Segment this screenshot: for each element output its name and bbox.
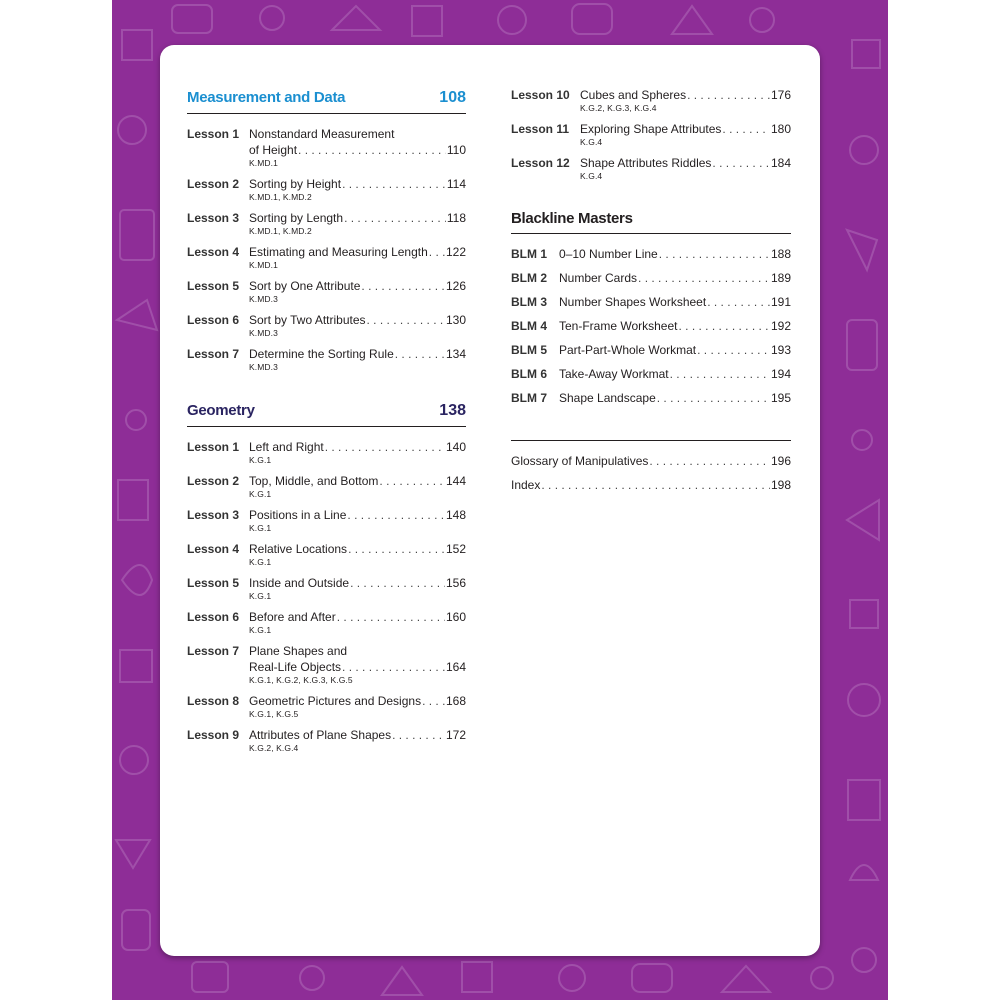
lesson-standards: K.MD.1, K.MD.2 [249, 192, 312, 202]
lesson-page: 144 [445, 474, 466, 488]
section-page: 138 [439, 402, 466, 419]
lesson-standards: K.MD.1, K.MD.2 [249, 226, 312, 236]
toc-entry[interactable] [511, 121, 791, 148]
toc-entry[interactable] [187, 210, 466, 237]
lesson-title: Shape Attributes Riddles [580, 156, 712, 170]
lesson-page: 168 [445, 694, 466, 708]
lesson-label: Lesson 12 [511, 156, 570, 170]
toc-entry[interactable] [511, 270, 791, 286]
lesson-page: 164 [445, 660, 466, 674]
section-title: Measurement and Data [187, 89, 346, 106]
lesson-title: Inside and Outside [249, 576, 350, 590]
blm-label: BLM 2 [511, 271, 547, 285]
lesson-standards: K.G.1 [249, 625, 272, 635]
toc-entry[interactable] [187, 609, 466, 636]
lesson-title: Sorting by Height [249, 177, 342, 191]
lesson-title: Real-Life Objects [249, 660, 342, 674]
lesson-standards: K.G.1 [249, 489, 272, 499]
toc-entry[interactable] [511, 477, 791, 493]
blm-title: Part-Part-Whole Workmat [559, 343, 697, 357]
back-matter-title: Index [511, 478, 541, 492]
lesson-label: Lesson 2 [187, 474, 240, 488]
lesson-label: Lesson 5 [187, 279, 240, 293]
lesson-page: 114 [446, 177, 466, 191]
toc-entry[interactable] [511, 318, 791, 334]
toc-entry[interactable] [511, 87, 791, 114]
lesson-label: Lesson 11 [511, 122, 570, 136]
lesson-label: Lesson 6 [187, 610, 240, 624]
toc-entry[interactable] [187, 176, 466, 203]
lesson-title: Sort by One Attribute [249, 279, 361, 293]
lesson-title: Left and Right [249, 440, 324, 454]
lesson-title: Sorting by Length [249, 211, 344, 225]
lesson-page: 148 [445, 508, 466, 522]
lesson-page: 110 [446, 143, 466, 157]
lesson-standards: K.MD.1 [249, 158, 278, 168]
blm-title: 0–10 Number Line [559, 247, 658, 261]
blm-page: 188 [770, 247, 791, 261]
left-column [187, 89, 466, 761]
section-heading-measurement [187, 89, 466, 114]
toc-entry[interactable] [511, 294, 791, 310]
lesson-title: of Height [249, 143, 298, 157]
blm-label: BLM 5 [511, 343, 547, 357]
lesson-standards: K.G.4 [580, 137, 603, 147]
lesson-label: Lesson 1 [187, 127, 240, 141]
lesson-page: 152 [445, 542, 466, 556]
lesson-label: Lesson 6 [187, 313, 240, 327]
lesson-standards: K.G.1 [249, 591, 272, 601]
lesson-page: 176 [770, 88, 791, 102]
lesson-page: 180 [770, 122, 791, 136]
blm-page: 194 [770, 367, 791, 381]
blm-page: 191 [770, 295, 791, 309]
lesson-title: Relative Locations [249, 542, 348, 556]
lesson-standards: K.MD.1 [249, 260, 278, 270]
lesson-page: 126 [445, 279, 466, 293]
lesson-page: 134 [445, 347, 466, 361]
back-matter [511, 440, 791, 493]
toc-entry[interactable] [187, 244, 466, 271]
toc-entry[interactable] [187, 346, 466, 373]
lesson-label: Lesson 4 [187, 245, 240, 259]
toc-entry[interactable] [511, 366, 791, 382]
toc-entry[interactable] [511, 155, 791, 182]
toc-entry[interactable] [187, 575, 466, 602]
lesson-label: Lesson 7 [187, 644, 240, 658]
lesson-title: Top, Middle, and Bottom [249, 474, 379, 488]
lesson-title: Exploring Shape Attributes [580, 122, 722, 136]
lesson-label: Lesson 9 [187, 728, 240, 742]
toc-entry[interactable] [511, 342, 791, 358]
blm-page: 189 [770, 271, 791, 285]
lesson-standards: K.G.1, K.G.5 [249, 709, 299, 719]
section-heading-geometry [187, 402, 466, 427]
section-page: 108 [439, 89, 466, 106]
lesson-title: Determine the Sorting Rule [249, 347, 394, 361]
section-title: Geometry [187, 402, 255, 419]
toc-entry[interactable] [511, 390, 791, 406]
lesson-page: 160 [445, 610, 466, 624]
section-title: Blackline Masters [511, 210, 633, 227]
lesson-standards: K.G.1, K.G.2, K.G.3, K.G.5 [249, 675, 353, 685]
section-heading-blackline-masters [511, 210, 791, 234]
back-matter-title: Glossary of Manipulatives [511, 454, 649, 468]
toc-entry[interactable] [187, 693, 466, 720]
lesson-standards: K.G.1 [249, 523, 272, 533]
lesson-title: Geometric Pictures and Designs [249, 694, 422, 708]
lesson-label: Lesson 5 [187, 576, 240, 590]
lesson-standards: K.G.4 [580, 171, 603, 181]
right-column [511, 87, 791, 501]
lesson-title: Sort by Two Attributes [249, 313, 366, 327]
lesson-standards: K.G.1 [249, 455, 272, 465]
lesson-page: 122 [445, 245, 466, 259]
back-matter-page: 196 [770, 454, 791, 468]
lesson-title-line: Plane Shapes and [249, 644, 348, 658]
lesson-page: 130 [445, 313, 466, 327]
lesson-label: Lesson 8 [187, 694, 240, 708]
lesson-page: 156 [445, 576, 466, 590]
blm-title: Number Shapes Worksheet [559, 295, 707, 309]
lesson-title: Cubes and Spheres [580, 88, 687, 102]
table-of-contents-card [160, 45, 820, 956]
blm-label: BLM 6 [511, 367, 547, 381]
toc-entry[interactable] [187, 541, 466, 568]
toc-entry[interactable] [187, 312, 466, 339]
lesson-page: 184 [770, 156, 791, 170]
toc-entry[interactable] [187, 278, 466, 305]
lesson-standards: K.MD.3 [249, 294, 278, 304]
blm-title: Shape Landscape [559, 391, 656, 405]
back-matter-page: 198 [770, 478, 791, 492]
lesson-label: Lesson 7 [187, 347, 240, 361]
toc-entry[interactable] [187, 727, 466, 754]
lesson-label: Lesson 10 [511, 88, 570, 102]
lesson-standards: K.G.1 [249, 557, 272, 567]
lesson-standards: K.G.2, K.G.3, K.G.4 [580, 103, 657, 113]
blm-label: BLM 4 [511, 319, 547, 333]
lesson-label: Lesson 1 [187, 440, 240, 454]
blm-page: 193 [770, 343, 791, 357]
lesson-label: Lesson 4 [187, 542, 240, 556]
lesson-standards: K.G.2, K.G.4 [249, 743, 299, 753]
lesson-title: Estimating and Measuring Length [249, 245, 428, 259]
lesson-label: Lesson 3 [187, 508, 240, 522]
toc-entry[interactable] [187, 643, 466, 686]
lesson-label: Lesson 3 [187, 211, 240, 225]
toc-entry[interactable] [187, 473, 466, 500]
blm-title: Number Cards [559, 271, 638, 285]
lesson-label: Lesson 2 [187, 177, 240, 191]
blm-page: 195 [770, 391, 791, 405]
lesson-title-line: Nonstandard Measurement [249, 127, 395, 141]
toc-entry[interactable] [511, 453, 791, 469]
lesson-page: 118 [446, 211, 466, 225]
lesson-title: Before and After [249, 610, 336, 624]
lesson-page: 172 [445, 728, 466, 742]
blm-label: BLM 3 [511, 295, 547, 309]
toc-entry[interactable] [511, 246, 791, 262]
toc-entry[interactable] [187, 507, 466, 534]
lesson-standards: K.MD.3 [249, 328, 278, 338]
lesson-page: 140 [445, 440, 466, 454]
lesson-title: Positions in a Line [249, 508, 347, 522]
blm-title: Ten-Frame Worksheet [559, 319, 678, 333]
blm-title: Take-Away Workmat [559, 367, 669, 381]
lesson-title: Attributes of Plane Shapes [249, 728, 392, 742]
toc-entry[interactable] [187, 126, 466, 169]
blm-page: 192 [770, 319, 791, 333]
lesson-standards: K.MD.3 [249, 362, 278, 372]
toc-entry[interactable] [187, 439, 466, 466]
blm-label: BLM 1 [511, 247, 547, 261]
blm-label: BLM 7 [511, 391, 547, 405]
